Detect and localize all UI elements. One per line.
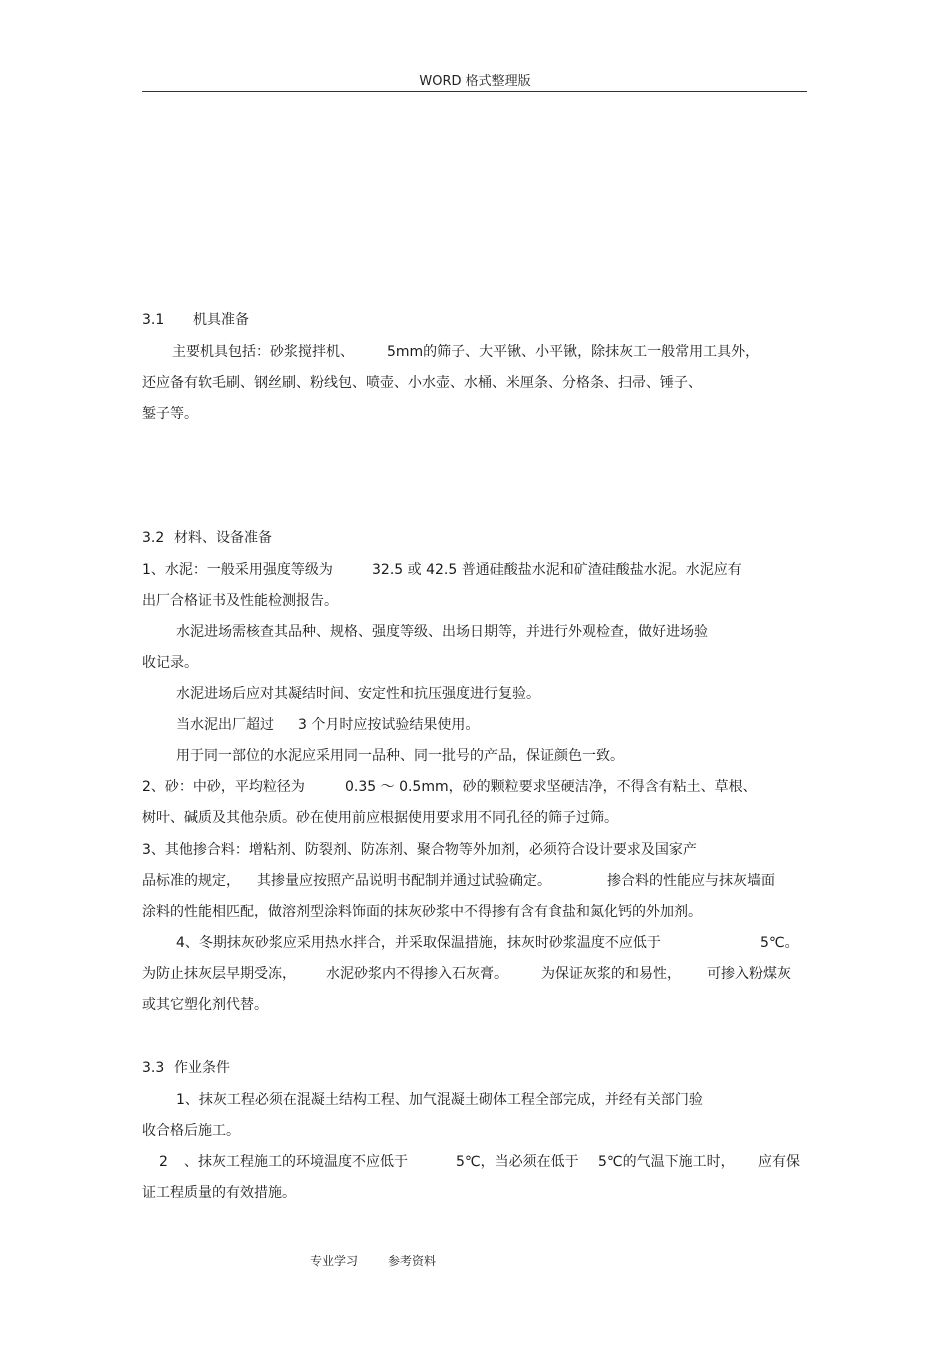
paragraph-line: 水泥进场后应对其凝结时间、安定性和抗压强度进行复验。 bbox=[176, 686, 540, 702]
paragraph-line: 4、冬期抹灰砂浆应采用热水拌合，并采取保温措施，抹灰时砂浆温度不应低于 bbox=[176, 935, 661, 951]
paragraph-line: 5mm的筛子、大平锹、小平锹，除抹灰工一般常用工具外， bbox=[387, 344, 760, 360]
paragraph-line: 5℃，当必须在低于 bbox=[456, 1154, 579, 1170]
paragraph-line: 錾子等。 bbox=[142, 406, 198, 422]
section-title: 材料、设备准备 bbox=[174, 530, 272, 546]
section-number: 3.1 bbox=[142, 312, 165, 328]
paragraph-line: 收合格后施工。 bbox=[142, 1123, 240, 1139]
page-header: WORD 格式整理版 bbox=[419, 74, 531, 89]
paragraph-line: 应有保 bbox=[758, 1154, 800, 1170]
paragraph-line: 水泥砂浆内不得掺入石灰膏。 bbox=[326, 966, 508, 982]
paragraph-line: 品标准的规定， bbox=[142, 873, 240, 889]
footer-right-text: 参考资料 bbox=[388, 1254, 437, 1268]
paragraph-line: 3、其他掺合料：增粘剂、防裂剂、防冻剂、聚合物等外加剂，必须符合设计要求及国家产 bbox=[142, 842, 697, 858]
section-title: 作业条件 bbox=[174, 1060, 230, 1076]
paragraph-line: 证工程质量的有效措施。 bbox=[142, 1185, 296, 1201]
header-divider bbox=[142, 91, 807, 92]
paragraph-line: 涂料的性能相匹配，做溶剂型涂料饰面的抹灰砂浆中不得掺有含有食盐和氮化钙的外加剂。 bbox=[142, 904, 702, 920]
paragraph-line: 0.35 ～ 0.5mm，砂的颗粒要求坚硬洁净，不得含有粘土、草根、 bbox=[345, 779, 757, 795]
paragraph-line: 出厂合格证书及性能检测报告。 bbox=[142, 593, 338, 609]
section-title: 机具准备 bbox=[193, 312, 249, 328]
paragraph-line: 为保证灰浆的和易性， bbox=[541, 966, 681, 982]
paragraph-line: 收记录。 bbox=[142, 655, 198, 671]
paragraph-line: 3 个月时应按试验结果使用。 bbox=[298, 717, 480, 733]
paragraph-line: 或其它塑化剂代替。 bbox=[142, 997, 268, 1013]
paragraph-line: 可掺入粉煤灰 bbox=[707, 966, 791, 982]
paragraph-line: 5℃的气温下施工时， bbox=[598, 1154, 735, 1170]
paragraph-line: 5℃。 bbox=[760, 935, 799, 951]
paragraph-line: 为防止抹灰层早期受冻， bbox=[142, 966, 296, 982]
paragraph-line: 树叶、碱质及其他杂质。砂在使用前应根据使用要求用不同孔径的筛子过筛。 bbox=[142, 810, 618, 826]
paragraph-line: 32.5 或 42.5 普通硅酸盐水泥和矿渣硅酸盐水泥。水泥应有 bbox=[372, 562, 742, 578]
section-number: 3.3 bbox=[142, 1060, 165, 1076]
paragraph-line: 用于同一部位的水泥应采用同一品种、同一批号的产品，保证颜色一致。 bbox=[176, 748, 624, 764]
paragraph-line: 主要机具包括：砂浆搅拌机、 bbox=[172, 344, 354, 360]
footer-left-text: 专业学习 bbox=[310, 1254, 359, 1268]
section-number: 3.2 bbox=[142, 530, 165, 546]
paragraph-line: 1、水泥：一般采用强度等级为 bbox=[142, 562, 333, 578]
paragraph-line: 掺合料的性能应与抹灰墙面 bbox=[607, 873, 775, 889]
paragraph-line: 1、抹灰工程必须在混凝土结构工程、加气混凝土砌体工程全部完成，并经有关部门验 bbox=[176, 1092, 703, 1108]
paragraph-line: 2、砂：中砂，平均粒径为 bbox=[142, 779, 305, 795]
paragraph-line: 其掺量应按照产品说明书配制并通过试验确定。 bbox=[257, 873, 551, 889]
paragraph-line: 、抹灰工程施工的环境温度不应低于 bbox=[184, 1154, 408, 1170]
paragraph-line: 2 bbox=[159, 1154, 168, 1170]
paragraph-line: 当水泥出厂超过 bbox=[176, 717, 274, 733]
paragraph-line: 水泥进场需核查其品种、规格、强度等级、出场日期等，并进行外观检查，做好进场验 bbox=[176, 624, 708, 640]
paragraph-line: 还应备有软毛刷、钢丝刷、粉线包、喷壶、小水壶、水桶、米厘条、分格条、扫帚、锤子、 bbox=[142, 375, 702, 391]
